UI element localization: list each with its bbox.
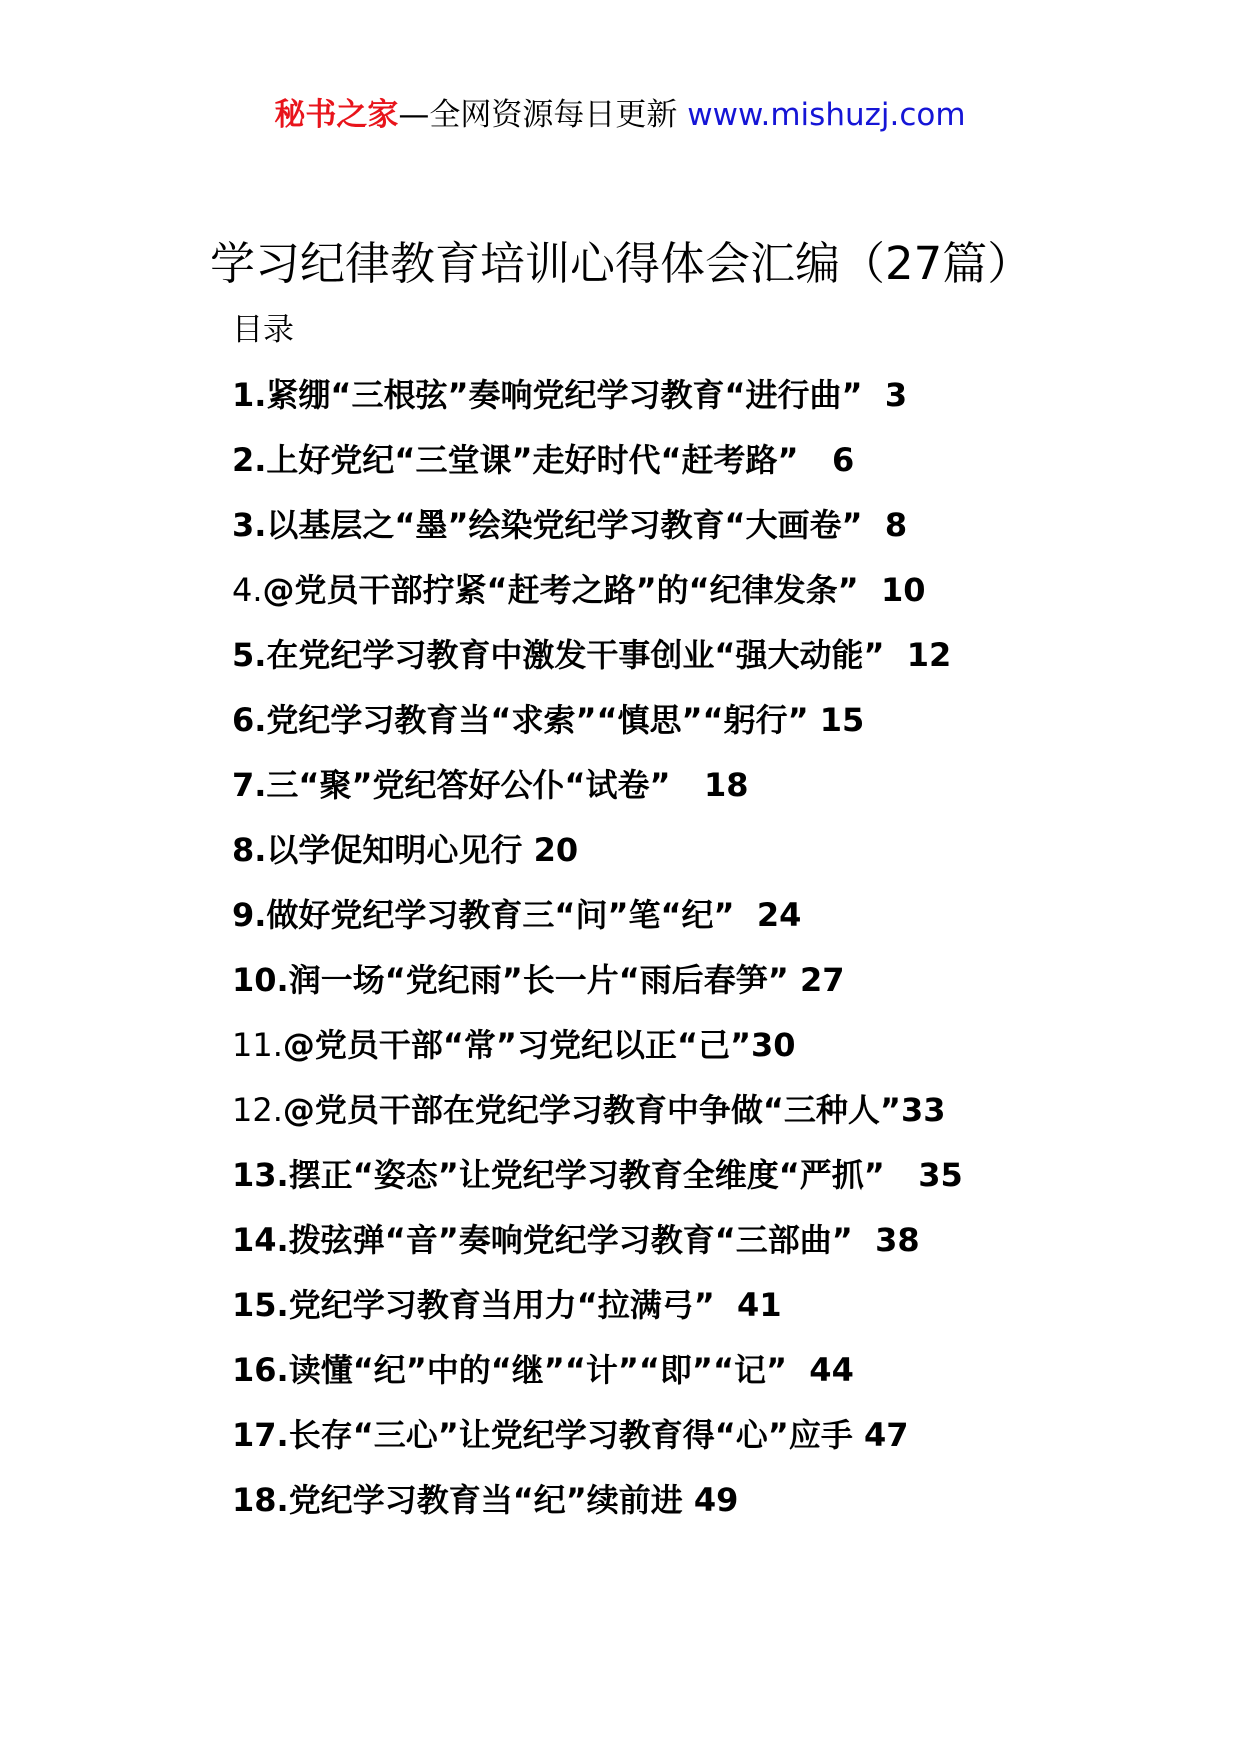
- toc-item[interactable]: [232, 1153, 963, 1218]
- toc-item-number: 10.: [232, 961, 289, 999]
- toc-item[interactable]: [232, 1283, 963, 1348]
- toc-item-title: 党纪学习教育当用力“拉满弓”: [288, 1286, 715, 1324]
- document-title: 学习纪律教育培训心得体会汇编（27篇）: [210, 237, 1033, 290]
- toc-item-number: 4.: [232, 571, 263, 609]
- toc-item-gap: [863, 506, 885, 544]
- site-header: [0, 95, 1240, 135]
- toc-item-number: 16.: [232, 1351, 289, 1389]
- site-url-link[interactable]: www.mishuzj.com: [687, 97, 966, 133]
- toc-item-page: 6: [831, 441, 855, 479]
- toc-item-gap: [789, 961, 800, 999]
- toc-item-title: 读懂“纪”中的“继”“计”“即”“记”: [288, 1351, 788, 1389]
- toc-item-page: 49: [693, 1481, 739, 1519]
- toc-item-number: 14.: [232, 1221, 289, 1259]
- toc-item-gap: [735, 896, 757, 934]
- toc-item-title: 三“聚”党纪答好公仆“试卷”: [266, 766, 671, 804]
- site-brand: 秘书之家: [274, 97, 399, 133]
- toc-item-page: 8: [884, 506, 908, 544]
- toc-item-gap: [683, 1481, 694, 1519]
- toc-item-gap: [522, 831, 533, 869]
- site-slogan: —全网资源每日更新: [398, 97, 688, 133]
- toc-item-page: 12: [906, 636, 952, 674]
- toc-item-number: 6.: [232, 701, 267, 739]
- toc-item-gap: [885, 636, 907, 674]
- toc-item-title: 做好党纪学习教育三“问”笔“纪”: [266, 896, 735, 934]
- toc-item[interactable]: [232, 1088, 963, 1153]
- toc-item-title: 拨弦弹“音”奏响党纪学习教育“三部曲”: [288, 1221, 853, 1259]
- toc-item[interactable]: [232, 633, 963, 698]
- toc-item-title: 长存“三心”让党纪学习教育得“心”应手: [288, 1416, 853, 1454]
- toc-item-gap: [671, 766, 704, 804]
- toc-item-gap: [787, 1351, 809, 1389]
- toc-item-gap: [853, 1221, 875, 1259]
- toc-item-page: 33: [900, 1091, 946, 1129]
- toc-item-title: 在党纪学习教育中激发干事创业“强大动能”: [266, 636, 885, 674]
- toc-item-gap: [853, 1416, 864, 1454]
- toc-item-title: @党员干部在党纪学习教育中争做“三种人”: [282, 1091, 901, 1129]
- toc-item-page: 10: [880, 571, 926, 609]
- toc-item[interactable]: [232, 893, 963, 958]
- toc-item-title: 以学促知明心见行: [266, 831, 523, 869]
- toc-item[interactable]: [232, 438, 963, 503]
- toc-item-page: 35: [918, 1156, 963, 1194]
- toc-item-title: 以基层之“墨”绘染党纪学习教育“大画卷”: [266, 506, 863, 544]
- toc-item-title: 摆正“姿态”让党纪学习教育全维度“严抓”: [288, 1156, 885, 1194]
- toc-item-title: 党纪学习教育当“求索”“慎思”“躬行”: [266, 701, 809, 739]
- toc-item[interactable]: [232, 958, 963, 1023]
- toc-item-title: 润一场“党纪雨”长一片“雨后春笋”: [288, 961, 789, 999]
- toc-item[interactable]: [232, 1413, 963, 1478]
- toc-item[interactable]: [232, 503, 963, 568]
- toc-item-page: 18: [703, 766, 749, 804]
- toc-item-number: 9.: [232, 896, 267, 934]
- toc-item[interactable]: [232, 1023, 963, 1088]
- toc-item[interactable]: [232, 1478, 963, 1543]
- toc-item-number: 12.: [232, 1091, 283, 1129]
- toc-item-gap: [885, 1156, 918, 1194]
- toc-item-page: 24: [756, 896, 802, 934]
- toc-item-number: 11.: [232, 1026, 283, 1064]
- toc-item[interactable]: [232, 698, 963, 763]
- table-of-contents: [232, 373, 963, 1543]
- toc-item-number: 1.: [232, 376, 267, 414]
- toc-item-number: 15.: [232, 1286, 289, 1324]
- toc-item-page: 15: [819, 701, 865, 739]
- toc-item[interactable]: [232, 828, 963, 893]
- toc-item-title: 紧绷“三根弦”奏响党纪学习教育“进行曲”: [266, 376, 863, 414]
- toc-item-gap: [859, 571, 881, 609]
- toc-item-title: 党纪学习教育当“纪”续前进: [288, 1481, 683, 1519]
- toc-item-page: 47: [863, 1416, 909, 1454]
- toc-item-number: 8.: [232, 831, 267, 869]
- toc-item-page: 20: [533, 831, 579, 869]
- toc-item-number: 7.: [232, 766, 267, 804]
- toc-item-number: 18.: [232, 1481, 289, 1519]
- toc-item-title: 上好党纪“三堂课”走好时代“赶考路”: [266, 441, 799, 479]
- toc-item-gap: [715, 1286, 737, 1324]
- toc-item[interactable]: [232, 763, 963, 828]
- toc-item-title: @党员干部拧紧“赶考之路”的“纪律发条”: [262, 571, 859, 609]
- toc-item-gap: [863, 376, 885, 414]
- toc-item-page: 27: [799, 961, 845, 999]
- toc-item-number: 13.: [232, 1156, 289, 1194]
- toc-item[interactable]: [232, 1218, 963, 1283]
- toc-item-page: 41: [737, 1286, 782, 1324]
- toc-item-number: 17.: [232, 1416, 289, 1454]
- toc-item-page: 44: [809, 1351, 854, 1389]
- toc-item[interactable]: [232, 1348, 963, 1413]
- toc-item[interactable]: [232, 568, 963, 633]
- toc-item-gap: [809, 701, 820, 739]
- toc-item-number: 3.: [232, 506, 267, 544]
- toc-item-page: 38: [875, 1221, 920, 1259]
- toc-item-page: 3: [884, 376, 908, 414]
- toc-item-number: 5.: [232, 636, 267, 674]
- toc-item[interactable]: [232, 373, 963, 438]
- toc-item-title: @党员干部“常”习党纪以正“己”: [282, 1026, 752, 1064]
- toc-item-gap: [799, 441, 832, 479]
- toc-item-number: 2.: [232, 441, 267, 479]
- toc-item-page: 30: [751, 1026, 796, 1064]
- toc-heading: 目录: [232, 312, 294, 348]
